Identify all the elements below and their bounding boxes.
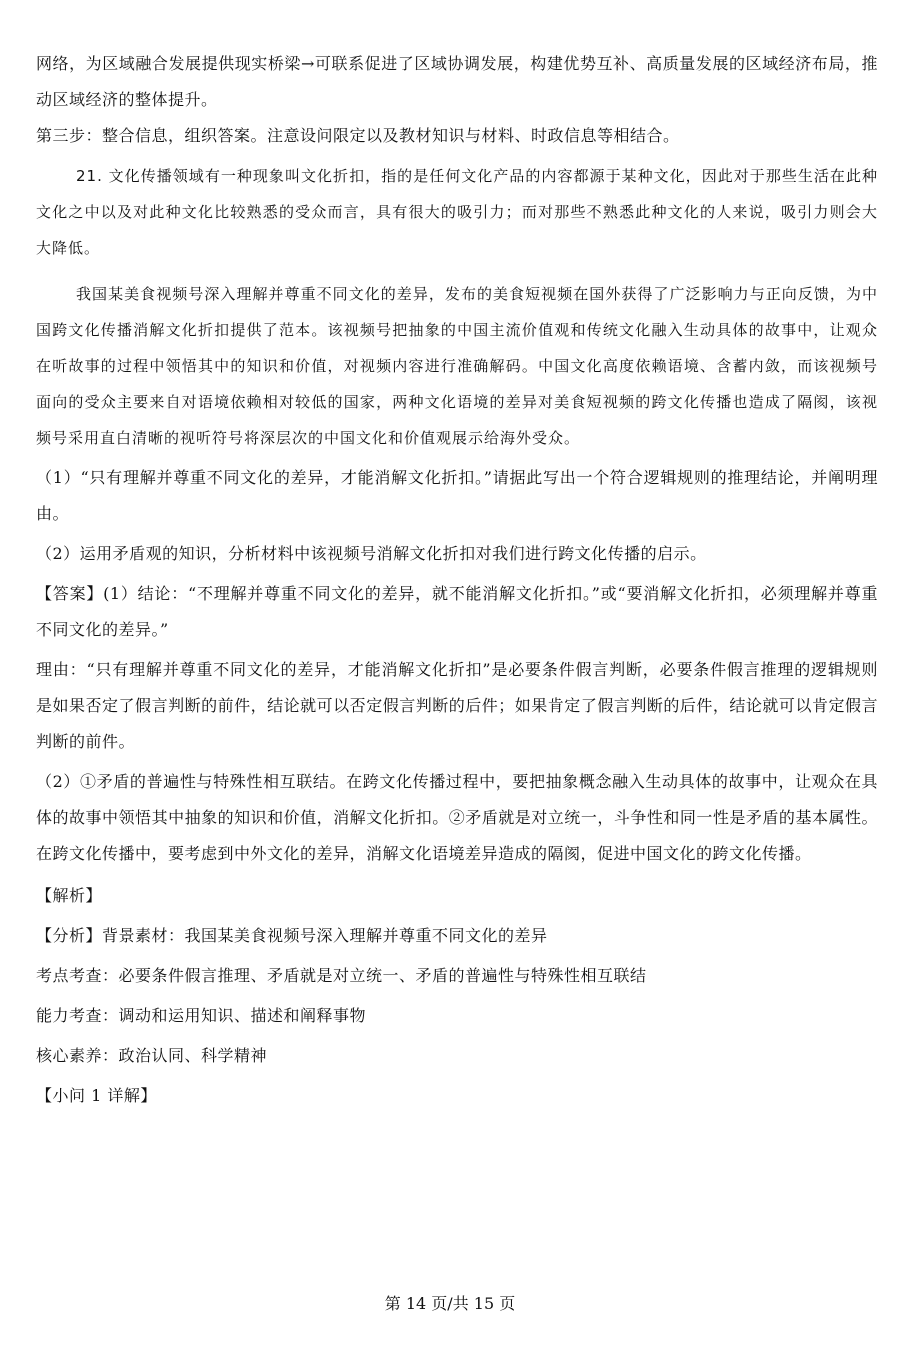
question-21-intro: 21. 文化传播领域有一种现象叫文化折扣，指的是任何文化产品的内容都源于某种文化，因此对于那些生活在此种文化之中以及对此种文化比较熟悉的受众而言，具有很大的吸引力；而对那些不熟悉此种文化的人来说，吸引力则会大大降低。 xyxy=(36,167,878,257)
analysis-ability: 能力考查：调动和运用知识、描述和阐释事物 xyxy=(36,1006,367,1025)
paragraph-step-three: 第三步：整合信息，组织答案。注意设问限定以及教材知识与材料、时政信息等相结合。 xyxy=(36,126,680,145)
answer-part-2: （2）①矛盾的普遍性与特殊性相互联结。在跨文化传播过程中，要把抽象概念融入生动具体的故事中，让观众在具体的故事中领悟其中抽象的知识和价值，消解文化折扣。②矛盾就是对立统一，斗争性和同一性是矛盾的基本属性。在跨文化传播中，要考虑到中外文化的差异，消解文化语境差异造成的隔阂，促进中国文化的跨文化传播。 xyxy=(36,772,878,863)
paragraph-region-economy: 网络，为区域融合发展提供现实桥梁→可联系促进了区域协调发展，构建优势互补、高质量发展的区域经济布局，推动区域经济的整体提升。 xyxy=(36,54,878,109)
analysis-sub-heading: 【小问 1 详解】 xyxy=(36,1086,157,1105)
analysis-background: 【分析】背景素材：我国某美食视频号深入理解并尊重不同文化的差异 xyxy=(36,926,548,945)
analysis-literacy: 核心素养：政治认同、科学精神 xyxy=(36,1046,268,1065)
document-page xyxy=(36,46,878,1114)
answer-reason: 理由：“只有理解并尊重不同文化的差异，才能消解文化折扣”是必要条件假言判断，必要条件假言推理的逻辑规则是如果否定了假言判断的前件，结论就可以否定假言判断的后件；如果肯定了假言判断的后件，结论就可以肯定假言判断的前件。 xyxy=(36,660,878,751)
analysis-heading: 【解析】 xyxy=(36,886,103,905)
question-21-material: 我国某美食视频号深入理解并尊重不同文化的差异，发布的美食短视频在国外获得了广泛影响力与正向反馈，为中国跨文化传播消解文化折扣提供了范本。该视频号把抽象的中国主流价值观和传统文化融入生动具体的故事中，让观众在听故事的过程中领悟其中的知识和价值，对视频内容进行准确解码。中国文化高度依赖语境、含蓄内敛，而该视频号面向的受众主要来自对语境依赖相对较低的国家，两种文化语境的差异对美食短视频的跨文化传播也造成了隔阂，该视频号采用直白清晰的视听符号将深层次的中国文化和价值观展示给海外受众。 xyxy=(36,285,878,447)
question-21-part-2: （2）运用矛盾观的知识，分析材料中该视频号消解文化折扣对我们进行跨文化传播的启示。 xyxy=(36,544,707,563)
page-footer: 第 14 页/共 15 页 xyxy=(384,1294,516,1313)
analysis-points: 考点考查：必要条件假言推理、矛盾就是对立统一、矛盾的普遍性与特殊性相互联结 xyxy=(36,966,647,985)
answer-conclusion: 【答案】(1）结论：“不理解并尊重不同文化的差异，就不能消解文化折扣。”或“要消解文化折扣，必须理解并尊重不同文化的差异。” xyxy=(36,584,878,639)
question-21-part-1: （1）“只有理解并尊重不同文化的差异，才能消解文化折扣。”请据此写出一个符合逻辑规则的推理结论，并阐明理由。 xyxy=(36,468,878,523)
